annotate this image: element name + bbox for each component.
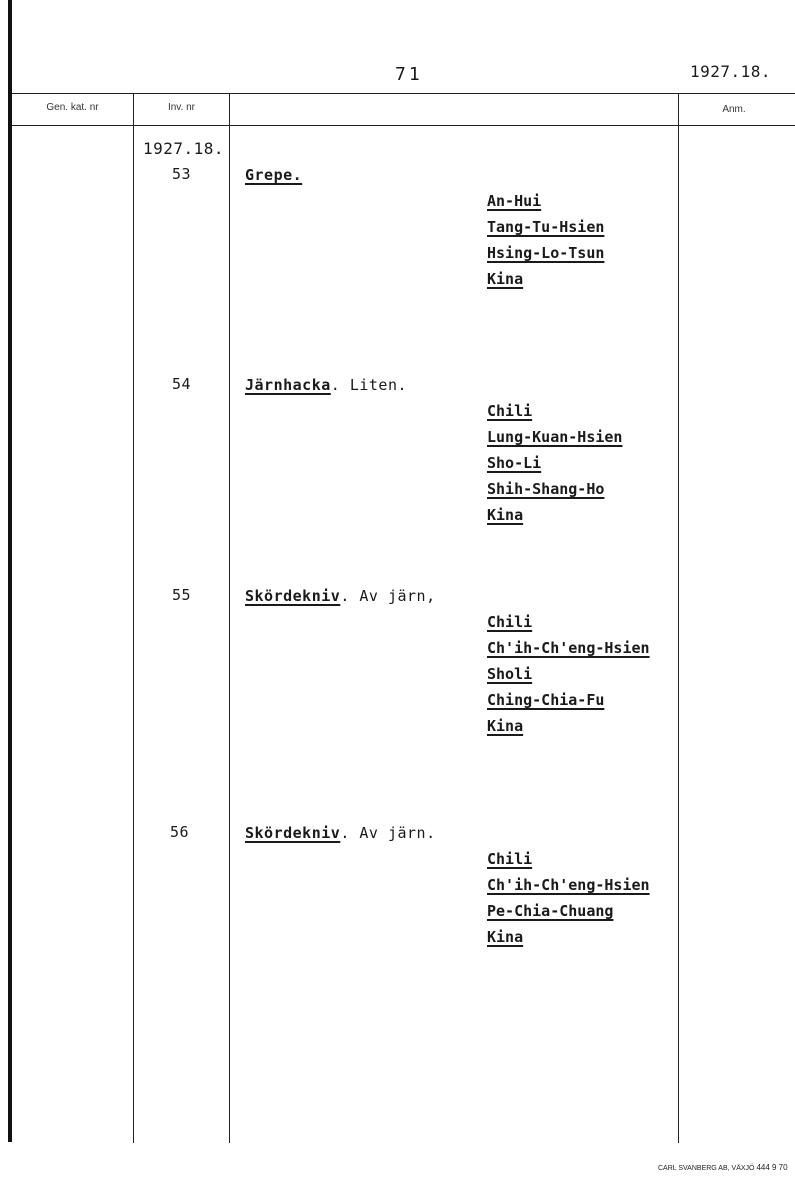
object-name: Skördekniv [245, 587, 341, 605]
location-province: Chili [487, 850, 533, 868]
inventory-number: 56 [170, 823, 190, 841]
location-site: Shih-Shang-Ho [487, 480, 605, 498]
page-number: 71 [395, 64, 423, 85]
location-site: Ching-Chia-Fu [487, 691, 605, 709]
object-name: Järnhacka [245, 376, 331, 394]
column-divider-desc-anm [678, 93, 679, 1143]
location-list [487, 402, 622, 532]
form-code: 444 9 70 [756, 1163, 788, 1172]
series-number: 1927.18. [143, 139, 225, 158]
inventory-number: 53 [172, 165, 192, 183]
entry-description [245, 587, 436, 605]
printer-name: CARL SVANBERG AB, VÄXJÖ [658, 1165, 755, 1172]
column-header-inv-nr: Inv. nr [167, 102, 196, 113]
location-village: Hsing-Lo-Tsun [487, 244, 605, 262]
column-divider-gen-inv [133, 93, 134, 1143]
object-name: Skördekniv [245, 824, 341, 842]
entry-description [245, 166, 302, 184]
location-district: Ch'ih-Ch'eng-Hsien [487, 876, 650, 894]
inventory-number: 54 [172, 375, 192, 393]
location-list [487, 613, 650, 743]
location-village: Sholi [487, 665, 533, 683]
column-header-anm: Anm. [722, 104, 746, 115]
printer-imprint [658, 1163, 788, 1172]
object-note: . Liten. [330, 376, 408, 394]
entry-description [245, 376, 407, 394]
column-header-gen-kat-nr: Gen. kat. nr [46, 102, 99, 113]
object-note: . Av järn. [340, 824, 436, 842]
location-country: Kina [487, 717, 524, 735]
column-divider-inv-desc [229, 93, 230, 1143]
page-left-border [8, 0, 12, 1142]
location-province: Chili [487, 402, 533, 420]
location-district: Ch'ih-Ch'eng-Hsien [487, 639, 650, 657]
location-province: Chili [487, 613, 533, 631]
location-village: Sho-Li [487, 454, 542, 472]
location-province: An-Hui [487, 192, 542, 210]
location-country: Kina [487, 928, 524, 946]
location-list [487, 850, 650, 954]
object-name: Grepe. [245, 166, 303, 184]
location-district: Lung-Kuan-Hsien [487, 428, 623, 446]
location-list [487, 192, 604, 296]
catalog-series-top-right: 1927.18. [690, 62, 772, 81]
entry-description [245, 824, 436, 842]
location-village: Pe-Chia-Chuang [487, 902, 614, 920]
location-country: Kina [487, 506, 524, 524]
inventory-number: 55 [172, 586, 192, 604]
location-country: Kina [487, 270, 524, 288]
object-note: . Av järn, [340, 587, 436, 605]
location-district: Tang-Tu-Hsien [487, 218, 605, 236]
